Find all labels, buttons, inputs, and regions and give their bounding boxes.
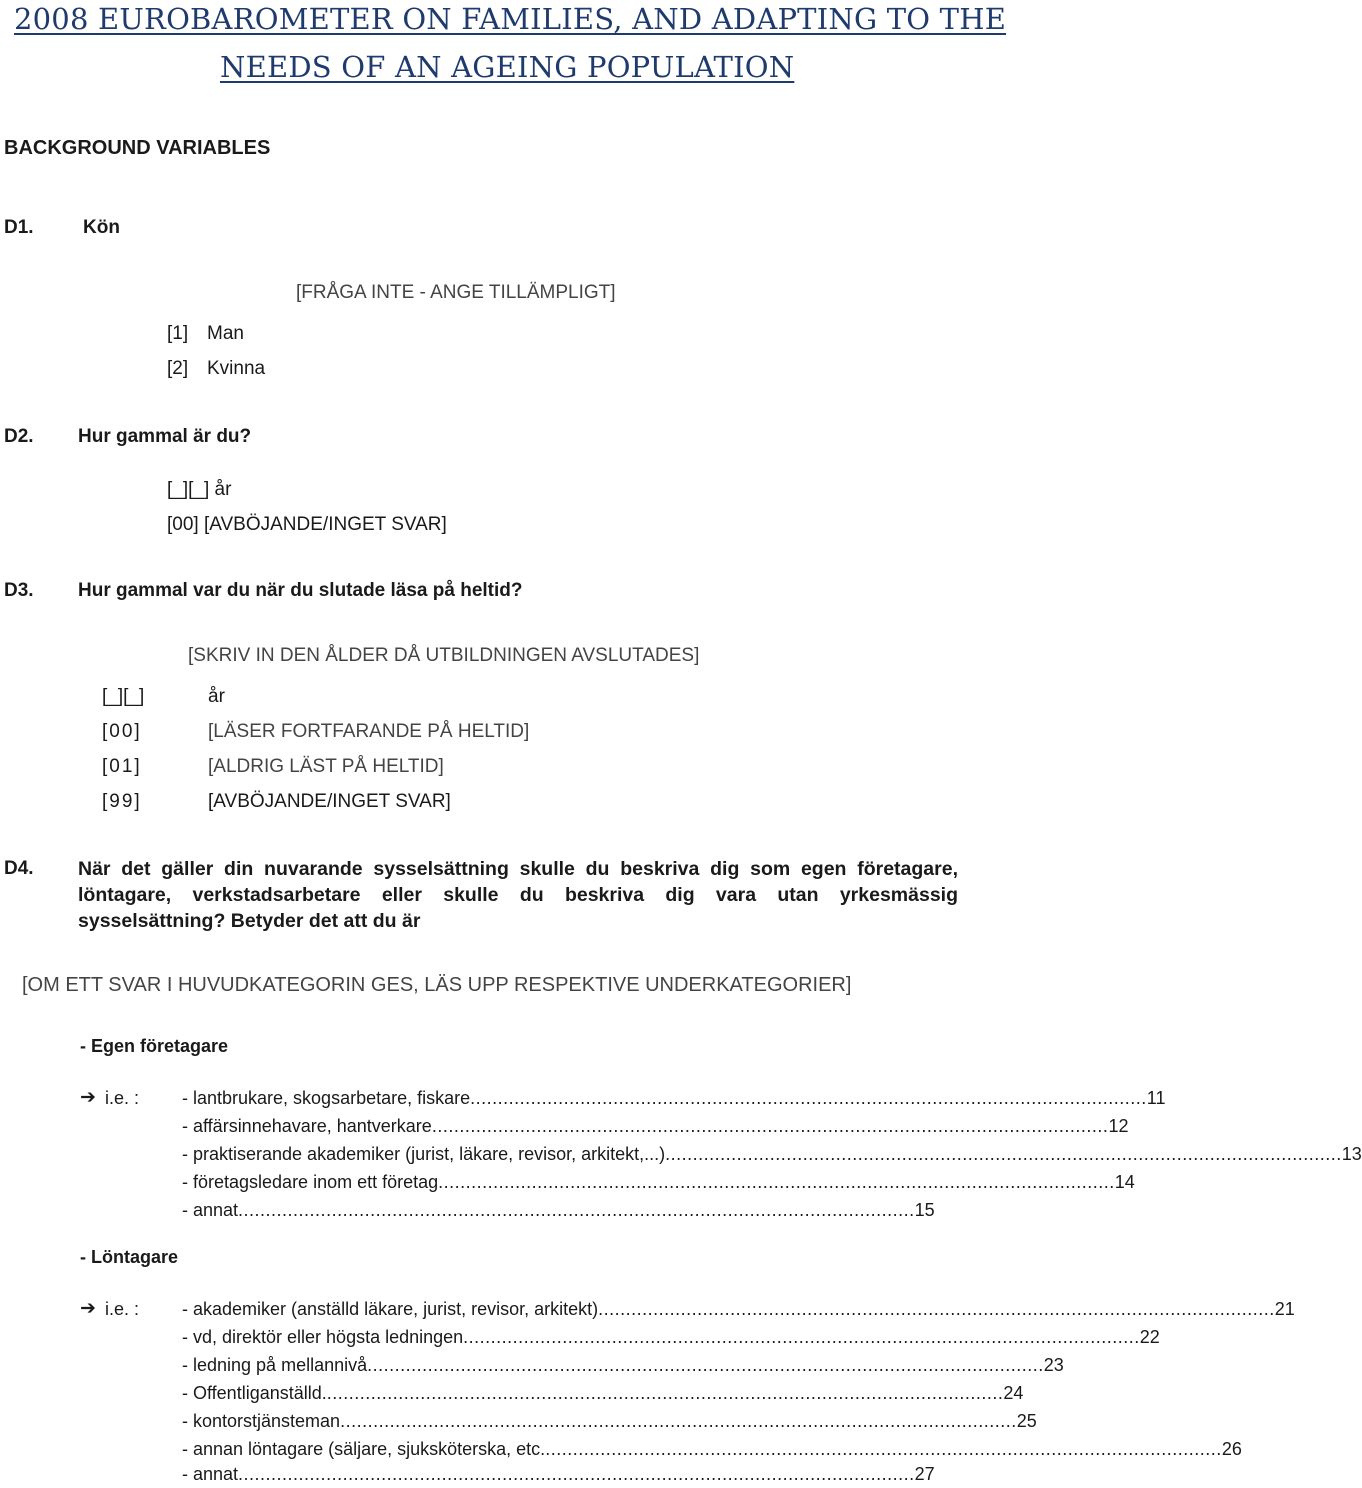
option-code: 11 xyxy=(1146,1088,1166,1108)
d1-option-code: [1] xyxy=(167,323,189,344)
option-code: 25 xyxy=(1016,1411,1037,1431)
dot-leader: ........................................................................................................................... xyxy=(367,1355,1044,1375)
list-item xyxy=(182,1200,935,1224)
option-code: 22 xyxy=(1139,1327,1160,1347)
option-label: - Offentliganställd. xyxy=(182,1383,327,1403)
d1-option-label: Man xyxy=(207,323,244,344)
category-heading-self-employed: - Egen företagare xyxy=(80,1036,229,1056)
option-label: - kontorstjänsteman xyxy=(182,1411,341,1431)
option-label: - akademiker (anställd läkare, jurist, revisor, arkitekt) xyxy=(182,1299,599,1319)
list-item xyxy=(182,1464,935,1488)
list-item xyxy=(182,1355,1064,1379)
d3-question: Hur gammal var du när du slutade läsa på heltid? xyxy=(78,580,523,601)
dot-leader: ........................................................................................................................... xyxy=(545,1439,1222,1459)
list-item xyxy=(182,1439,1242,1463)
dot-leader: ........................................................................................................................... xyxy=(470,1088,1147,1108)
d3-instruction: [SKRIV IN DEN ÅLDER DÅ UTBILDNINGEN AVSLUTADES] xyxy=(188,645,700,666)
list-item xyxy=(182,1116,1129,1140)
d4-number: D4. xyxy=(4,858,34,879)
document-title-line-1: 2008 EUROBAROMETER ON FAMILIES, AND ADAPTING TO THE xyxy=(14,2,1007,36)
d2-number: D2. xyxy=(4,426,34,447)
arrow-right-icon: ➔ xyxy=(80,1298,96,1319)
d3-option-code: [99] xyxy=(102,791,142,812)
d3-option-label: [LÄSER FORTFARANDE PÅ HELTID] xyxy=(208,721,530,742)
arrow-right-icon: ➔ xyxy=(80,1087,96,1108)
list-item xyxy=(182,1383,1024,1407)
d1-question: Kön xyxy=(83,217,120,238)
dot-leader: ........................................................................................................................... xyxy=(463,1327,1140,1347)
dot-leader: ........................................................................................................................... xyxy=(326,1383,1004,1403)
d3-option-label: [AVBÖJANDE/INGET SVAR] xyxy=(208,791,451,812)
option-code: 12 xyxy=(1108,1116,1129,1136)
list-item xyxy=(182,1172,1135,1196)
option-code: 14 xyxy=(1114,1172,1135,1192)
d3-number: D3. xyxy=(4,580,34,601)
d3-option-code: [00] xyxy=(102,721,142,742)
d2-age-input-line: [_][_] år xyxy=(167,479,232,500)
option-label: - vd, direktör eller högsta ledningen xyxy=(182,1327,464,1347)
d4-question: När det gäller din nuvarande sysselsättning skulle du beskriva dig som egen företagare, löntagare, verkstadsarbetare eller skulle du beskriva dig vara utan yrkesmässig sysselsättning? Betyder det att du är xyxy=(78,858,958,932)
d3-option-label: år xyxy=(208,686,225,707)
category-heading-employee: - Löntagare xyxy=(80,1247,179,1267)
dot-leader: ........................................................................................................................... xyxy=(431,1116,1109,1136)
d1-number: D1. xyxy=(4,217,34,238)
option-label: - annat xyxy=(182,1200,239,1220)
option-label: - affärsinnehavare, hantverkare xyxy=(182,1116,432,1136)
option-code: 21 xyxy=(1274,1299,1295,1319)
d3-option-code: [_][_] xyxy=(102,686,145,707)
dot-leader: ........................................................................................................................... xyxy=(238,1464,915,1484)
dot-leader: ........................................................................................................................... xyxy=(340,1411,1017,1431)
d2-question: Hur gammal är du? xyxy=(78,426,252,447)
list-item xyxy=(182,1411,1037,1435)
d3-option-label: [ALDRIG LÄST PÅ HELTID] xyxy=(208,756,444,777)
section-heading: BACKGROUND VARIABLES xyxy=(4,137,271,159)
ie-label: i.e. : xyxy=(105,1299,140,1319)
d3-option-code: [01] xyxy=(102,756,142,777)
option-label: - företagsledare inom ett företag xyxy=(182,1172,439,1192)
dot-leader: ........................................................................................................................... xyxy=(665,1144,1342,1164)
option-code: 13 xyxy=(1341,1144,1362,1164)
option-label: - lantbrukare, skogsarbetare, fiskare xyxy=(182,1088,471,1108)
list-item xyxy=(182,1088,1166,1112)
d1-instruction: [FRÅGA INTE - ANGE TILLÄMPLIGT] xyxy=(296,282,616,303)
d2-refusal-option: [00] [AVBÖJANDE/INGET SVAR] xyxy=(167,514,447,535)
option-code: 27 xyxy=(914,1464,935,1484)
dot-leader: ........................................................................................................................... xyxy=(598,1299,1275,1319)
list-item xyxy=(182,1299,1295,1323)
dot-leader: ........................................................................................................................... xyxy=(438,1172,1115,1192)
option-code: 15 xyxy=(914,1200,935,1220)
document-title-line-2: NEEDS OF AN AGEING POPULATION xyxy=(220,50,795,84)
d1-option-label: Kvinna xyxy=(207,358,266,379)
d4-instruction: [OM ETT SVAR I HUVUDKATEGORIN GES, LÄS UPP RESPEKTIVE UNDERKATEGORIER] xyxy=(22,974,852,996)
option-code: 23 xyxy=(1043,1355,1064,1375)
option-code: 24 xyxy=(1003,1383,1024,1403)
option-label: - annat xyxy=(182,1464,239,1484)
d1-option-code: [2] xyxy=(167,358,189,379)
option-label: - annan löntagare (säljare, sjuksköterska, etc. xyxy=(182,1439,546,1459)
option-label: - praktiserande akademiker (jurist, läkare, revisor, arkitekt,...) xyxy=(182,1144,666,1164)
list-item xyxy=(182,1327,1160,1351)
dot-leader: ........................................................................................................................... xyxy=(238,1200,915,1220)
option-label: - ledning på mellannivå xyxy=(182,1355,368,1375)
list-item xyxy=(182,1144,1362,1168)
option-code: 26 xyxy=(1221,1439,1242,1459)
ie-label: i.e. : xyxy=(105,1088,140,1108)
